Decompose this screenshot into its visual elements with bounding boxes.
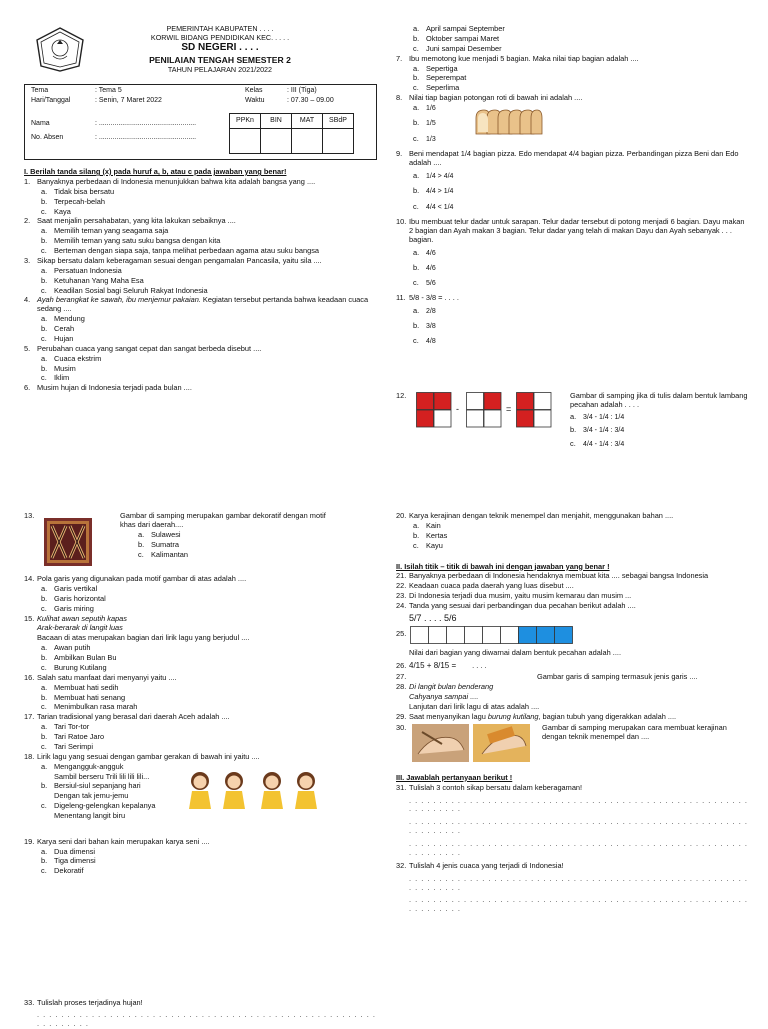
q8-a-text: 1/6 <box>426 105 436 112</box>
q17-number: 17. <box>24 712 35 722</box>
q5-b-text: Musim <box>54 363 76 373</box>
q15-option-b[interactable]: b. Ambilkan Bulan Bu <box>41 653 117 662</box>
question-24 <box>396 602 750 611</box>
q3-number: 3. <box>24 255 31 265</box>
q7-b-text: Seperempat <box>426 73 467 83</box>
absen-field[interactable]: : .................................................. <box>95 134 197 142</box>
question-15 <box>24 615 376 624</box>
q7-option-c[interactable]: c. Seperlima <box>413 83 460 93</box>
q17-c-text: Tari Serimpi <box>54 741 94 751</box>
q32-answer-line-1[interactable]: . . . . . . . . . . . . . . . . . . . . . . . . . . . . . . . . . . . . . . . . . . . . . . . . . . . . . . . . . . . . . . . . . <box>409 873 748 892</box>
q17-option-c[interactable]: c. Tari Serimpi <box>41 741 94 751</box>
question-4 <box>24 296 376 314</box>
subject-mat: MAT <box>292 114 323 129</box>
q13-b-text: Sumatra <box>151 539 179 549</box>
score-cell-sbdp[interactable] <box>323 129 354 154</box>
q20-number: 20. <box>396 511 407 520</box>
q10-number: 10. <box>396 216 407 226</box>
right-column-bottom <box>396 512 750 914</box>
question-33 <box>24 999 376 1008</box>
q6-option-c[interactable]: c. Juni sampai Desember <box>413 43 502 53</box>
q1-c-text: Kaya <box>54 206 71 216</box>
q20-a-text: Kain <box>426 520 441 530</box>
q10-option-b[interactable]: b. 4/6 <box>413 262 436 272</box>
question-23 <box>396 592 750 601</box>
q18-b-line2: Dengan tak jemu-jemu <box>54 791 129 801</box>
q31-answer-line-2[interactable]: . . . . . . . . . . . . . . . . . . . . . . . . . . . . . . . . . . . . . . . . . . . . . . . . . . . . . . . . . . . . . . . . . <box>409 817 748 836</box>
q4-option-a[interactable]: a. Mendung <box>41 314 85 324</box>
q4-b-text: Cerah <box>54 324 75 333</box>
q1-option-a[interactable]: a. Tidak bisa bersatu <box>41 186 115 196</box>
q14-number: 14. <box>24 574 35 583</box>
q27-number: 27. <box>396 672 407 682</box>
header-school: SD NEGERI . . . . <box>181 42 259 53</box>
q12-option-a[interactable]: a. 3/4 - 1/4 : 1/4 <box>570 411 625 421</box>
q7-a-text: Sepertiga <box>426 63 458 73</box>
q13-text: Gambar di samping merupakan gambar dekoratif dengan motif khas dari daerah.... <box>120 511 326 529</box>
q8-b-text: 1/5 <box>426 120 436 128</box>
q19-c-text: Dekoratif <box>54 866 84 876</box>
question-10 <box>396 218 750 245</box>
q16-a-text: Membuat hati sedih <box>54 682 119 692</box>
q1-number: 1. <box>24 176 31 186</box>
question-19 <box>24 838 376 847</box>
school-logo <box>33 26 87 72</box>
question-31 <box>396 784 750 793</box>
fraction-square-1 <box>416 392 452 431</box>
q16-c-text: Menimbulkan rasa marah <box>54 702 138 712</box>
q13-number: 13. <box>24 511 35 520</box>
q18-option-a[interactable]: a. Mengangguk-angguk <box>41 761 124 771</box>
q9-a-text: 1/4 > 4/4 <box>426 172 454 180</box>
question-1 <box>24 178 376 187</box>
kelas-value: : III (Tiga) <box>287 87 317 94</box>
q11-option-b[interactable]: b. 3/8 <box>413 320 436 330</box>
q24-text: Tanda yang sesuai dari perbandingan dua pecahan berikut adalah .... <box>409 601 636 610</box>
q12-b-text: 3/4 - 1/4 : 3/4 <box>583 427 625 435</box>
q6-c-text: Juni sampai Desember <box>426 43 502 53</box>
question-2 <box>24 217 376 226</box>
section-3-title: III. Jawablah pertanyaan berikut ! <box>396 772 513 782</box>
girls-dancing-image <box>184 767 324 811</box>
question-18 <box>24 753 376 762</box>
q4-italic-text: Ayah berangkat ke sawah, ibu menjemur pakaian. <box>37 295 201 305</box>
q18-a-line1: Mengangguk-angguk <box>54 761 124 771</box>
q18-option-b[interactable]: b. Bersiul-siul sepanjang hari <box>41 781 141 791</box>
q3-option-c[interactable]: c. Keadilan Sosial bagi Seluruh Rakyat Indonesia <box>41 285 208 295</box>
nama-field[interactable]: : .................................................. <box>95 120 197 127</box>
q15-lyric-1: Kulihat awan seputih kapas <box>37 613 127 623</box>
question-3 <box>24 257 376 266</box>
right-column-top <box>396 24 750 347</box>
q9-option-b[interactable]: b. 4/4 > 1/4 <box>413 186 454 196</box>
q4-option-c[interactable]: c. Hujan <box>41 333 74 343</box>
q16-b-text: Membuat hati senang <box>54 692 126 702</box>
q31-answer-line-3[interactable]: . . . . . . . . . . . . . . . . . . . . . . . . . . . . . . . . . . . . . . . . . . . . . . . . . . . . . . . . . . . . . . . . . <box>409 839 748 857</box>
bread-loaf-image <box>474 106 544 136</box>
question-6 <box>24 384 376 393</box>
q13-a-text: Sulawesi <box>151 529 181 539</box>
q20-option-b[interactable]: b. Kertas <box>413 530 448 540</box>
q1-b-text: Terpecah-belah <box>54 196 105 206</box>
question-8 <box>396 94 750 103</box>
q33-answer-line-1[interactable]: . . . . . . . . . . . . . . . . . . . . . . . . . . . . . . . . . . . . . . . . . . . . . . . . . . . . . . . . . . . . . . . . . <box>37 1009 376 1028</box>
q15-a-text: Awan putih <box>54 643 91 653</box>
q9-text: Beni mendapat 1/4 bagian pizza. Edo mendapat 4/4 bagian pizza. Perbandingan pizza Beni dan Edo adalah .... <box>409 149 739 167</box>
q6-number: 6. <box>24 383 31 393</box>
q12-option-c[interactable]: c. 4/4 - 1/4 : 3/4 <box>570 438 625 448</box>
q30-text: Gambar di samping merupakan cara membuat kerajinan dengan teknik menempel dan .... <box>542 722 727 741</box>
q5-option-a[interactable]: a. Cuaca ekstrim <box>41 353 102 363</box>
q18-text: Lirik lagu yang sesuai dengan gambar gerakan di bawah ini yaitu .... <box>37 751 260 761</box>
q3-b-text: Ketuhanan Yang Maha Esa <box>54 275 144 285</box>
header-year: TAHUN PELAJARAN 2021/2022 <box>167 65 273 75</box>
q7-c-text: Seperlima <box>426 83 460 93</box>
q5-option-c[interactable]: c. Iklim <box>41 373 70 383</box>
header-exam: PENILAIAN TENGAH SEMESTER 2 <box>149 54 291 65</box>
q6-text: Musim hujan di Indonesia terjadi pada bulan .... <box>37 383 192 393</box>
q9-option-a[interactable]: a. 1/4 > 4/4 <box>413 170 454 180</box>
q5-text: Perubahan cuaca yang sangat cepat dan sangat berbeda disebut .... <box>37 343 262 353</box>
q15-text: Bacaan di atas merupakan bagian dari lirik lagu yang berjudul .... <box>37 633 250 643</box>
waktu-value: : 07.30 – 09.00 <box>287 97 334 105</box>
q14-option-b[interactable]: b. Garis horizontal <box>41 593 106 603</box>
q24-number: 24. <box>396 601 407 610</box>
q13-option-b[interactable]: b. Sumatra <box>138 539 179 549</box>
q23-number: 23. <box>396 591 407 601</box>
q8-option-a[interactable]: a. 1/6 <box>413 103 436 112</box>
question-27 <box>396 673 750 682</box>
q20-text: Karya kerajinan dengan teknik menempel dan menjahit, menggunakan bahan .... <box>409 511 674 520</box>
q14-option-a[interactable]: a. Garis vertikal <box>41 583 98 593</box>
q2-b-text: Memilih teman yang satu suku bangsa dengan kita <box>54 236 221 246</box>
nama-label: Nama <box>31 120 50 127</box>
q13-option-a[interactable]: a. Sulawesi <box>138 529 181 539</box>
q19-number: 19. <box>24 836 35 846</box>
q19-a-text: Dua dimensi <box>54 846 96 856</box>
q6-option-b[interactable]: b. Oktober sampai Maret <box>413 33 500 43</box>
q7-number: 7. <box>396 53 403 63</box>
q15-c-text: Burung Kutilang <box>54 662 107 672</box>
q7-text: Ibu memotong kue menjadi 5 bagian. Maka nilai tiap bagian adalah .... <box>409 53 639 63</box>
question-16 <box>24 674 376 683</box>
q21-number: 21. <box>396 571 407 581</box>
q14-c-text: Garis miring <box>54 603 94 613</box>
question-17 <box>24 713 376 722</box>
question-5 <box>24 345 376 354</box>
craft-technique-image <box>412 724 530 762</box>
tema-value: : Tema 5 <box>95 87 122 94</box>
question-33-block <box>24 998 376 1029</box>
q2-option-b[interactable]: b. Memilih teman yang satu suku bangsa dengan kita <box>41 236 221 246</box>
q5-option-b[interactable]: b. Musim <box>41 363 76 373</box>
q32-number: 32. <box>396 860 407 870</box>
q22-text: Keadaan cuaca pada daerah yang luas disebut .... <box>409 581 574 591</box>
q4-c-text: Hujan <box>54 333 74 343</box>
question-26 <box>396 661 750 671</box>
q20-c-text: Kayu <box>426 540 443 550</box>
q15-option-c[interactable]: c. Burung Kutilang <box>41 662 107 672</box>
score-table <box>229 113 354 154</box>
q29-text-post: , bagian tubuh yang digerakkan adalah .... <box>538 711 677 721</box>
q11-option-c[interactable]: c. 4/8 <box>413 336 436 346</box>
hari-label: Hari/Tanggal <box>31 97 71 105</box>
q8-text: Nilai tiap bagian potongan roti di bawah ini adalah .... <box>409 93 583 103</box>
subject-sbdp: SBdP <box>323 114 354 129</box>
q6-b-text: Oktober sampai Maret <box>426 33 500 43</box>
q8-option-c[interactable]: c. 1/3 <box>413 133 436 143</box>
q11-c-text: 4/8 <box>426 338 436 346</box>
q16-option-b[interactable]: b. Membuat hati senang <box>41 692 126 702</box>
score-cell-mat[interactable] <box>292 129 323 154</box>
q26-text: 4/15 + 8/15 = <box>409 660 457 670</box>
q17-a-text: Tari Tor-tor <box>54 722 90 732</box>
q8-number: 8. <box>396 93 403 103</box>
header-government: PEMERINTAH KABUPATEN . . . . <box>166 24 274 33</box>
q3-option-a[interactable]: a. Persatuan Indonesia <box>41 265 122 275</box>
question-22 <box>396 582 750 591</box>
score-cell-bin[interactable] <box>261 129 292 154</box>
q16-number: 16. <box>24 672 35 682</box>
q12-c-text: 4/4 - 1/4 : 3/4 <box>583 440 625 448</box>
question-20 <box>396 512 750 521</box>
q28-number: 28. <box>396 682 407 692</box>
q19-option-c[interactable]: c. Dekoratif <box>41 866 84 876</box>
q32-text: Tulislah 4 jenis cuaca yang terjadi di Indonesia! <box>409 860 564 870</box>
q18-a-line2: Sambil berseru Trili lili lili lili... <box>54 771 150 781</box>
q6-a-text: April sampai September <box>426 24 505 33</box>
q10-c-text: 5/6 <box>426 280 436 288</box>
q19-text: Karya seni dari bahan kain merupakan karya seni .... <box>37 836 210 846</box>
q14-a-text: Garis vertikal <box>54 583 98 593</box>
q29-text-italic: burung kutilang <box>487 711 539 721</box>
q15-lyric-2: Arak-berarak di langit luas <box>37 623 123 633</box>
q31-text: Tulislah 3 contoh sikap bersatu dalam keberagaman! <box>409 782 583 792</box>
q3-c-text: Keadilan Sosial bagi Seluruh Rakyat Indonesia <box>54 285 208 295</box>
question-11 <box>396 294 750 303</box>
q15-b-text: Ambilkan Bulan Bu <box>54 653 117 662</box>
q17-option-a[interactable]: a. Tari Tor-tor <box>41 722 90 732</box>
q1-option-b[interactable]: b. Terpecah-belah <box>41 196 105 206</box>
q33-text: Tulislah proses terjadinya hujan! <box>37 998 143 1007</box>
q15-number: 15. <box>24 613 35 623</box>
q3-option-b[interactable]: b. Ketuhanan Yang Maha Esa <box>41 275 144 285</box>
left-column-top <box>24 168 376 393</box>
q10-option-c[interactable]: c. 5/6 <box>413 278 436 288</box>
dayak-motif-image <box>44 518 92 566</box>
q11-option-a[interactable]: a. 2/8 <box>413 305 436 315</box>
q9-c-text: 4/4 < 1/4 <box>426 203 454 211</box>
q12-text: Gambar di samping jika di tulis dalam bentuk lambang pecahan adalah . . . . <box>570 391 748 409</box>
subject-ppkn: PPKn <box>230 114 261 129</box>
tema-label: Tema <box>31 87 49 94</box>
q28-lyric-2: Cahyanya sampai .... <box>409 692 479 702</box>
q16-option-a[interactable]: a. Membuat hati sedih <box>41 682 119 692</box>
q11-b-text: 3/8 <box>426 322 436 330</box>
q25-number: 25. <box>396 628 407 638</box>
q1-text: Banyaknya perbedaan di Indonesia menunjukkan bahwa kita adalah bangsa yang .... <box>37 176 316 186</box>
q6-option-a[interactable]: a. April sampai September <box>413 24 505 33</box>
q7-option-a[interactable]: a. Sepertiga <box>413 63 458 73</box>
question-14 <box>24 575 376 584</box>
absen-label: No. Absen <box>31 134 64 142</box>
q20-option-a[interactable]: a. Kain <box>413 520 441 530</box>
header-korwil: KORWIL BIDANG PENDIDIKAN KEC. . . . . <box>150 33 290 42</box>
q3-text: Sikap bersatu dalam keberagaman sesuai dengan pengamalan Pancasila, yaitu sila .... <box>37 255 322 265</box>
q2-text: Saat menjalin persahabatan, yang kita lakukan sebaiknya .... <box>37 216 236 226</box>
q19-option-a[interactable]: a. Dua dimensi <box>41 846 96 856</box>
q4-number: 4. <box>24 295 31 305</box>
q9-option-c[interactable]: c. 4/4 < 1/4 <box>413 201 454 211</box>
q31-number: 31. <box>396 782 407 792</box>
q11-text: 5/8 - 3/8 = . . . . <box>409 292 459 302</box>
section-2-title: II. Isilah titik – titik di bawah ini dengan jawaban yang benar ! <box>396 561 610 571</box>
question-9 <box>396 150 750 168</box>
q2-a-text: Memilih teman yang seagama saja <box>54 226 169 236</box>
q31-answer-line-1[interactable]: . . . . . . . . . . . . . . . . . . . . . . . . . . . . . . . . . . . . . . . . . . . . . . . . . . . . . . . . . . . . . . . . . <box>409 795 748 814</box>
question-12 <box>396 392 750 462</box>
q18-number: 18. <box>24 751 35 761</box>
q19-b-text: Tiga dimensi <box>54 856 96 866</box>
q26-number: 26. <box>396 660 407 670</box>
q5-c-text: Iklim <box>54 373 70 383</box>
q26-answer-dots[interactable]: . . . . <box>472 660 487 670</box>
kelas-label: Kelas <box>245 87 263 94</box>
q25-text: Nilai dari bagian yang diwarnai dalam bentuk pecahan adalah .... <box>409 647 622 657</box>
q18-c-line1: Digeleng-gelengkan kepalanya <box>54 801 156 811</box>
q1-a-text: Tidak bisa bersatu <box>54 186 115 196</box>
q17-text: Tarian tradisional yang berasal dari daerah Aceh adalah .... <box>37 712 230 722</box>
equals-sign: = <box>506 404 512 414</box>
question-32 <box>396 862 750 871</box>
q14-text: Pola garis yang digunakan pada motif gambar di atas adalah .... <box>37 574 247 583</box>
q28-text: Lanjutan dari lirik lagu di atas adalah .... <box>409 702 540 712</box>
question-29 <box>396 713 750 722</box>
q16-text: Salah satu manfaat dari menyanyi yaitu .... <box>37 672 177 682</box>
question-21 <box>396 572 750 581</box>
q10-b-text: 4/6 <box>426 264 436 272</box>
q28-lyric-1: Di langit bulan benderang <box>409 682 494 692</box>
q18-c-line2: Menentang langit biru <box>54 811 126 820</box>
q11-number: 11. <box>396 292 406 302</box>
q20-b-text: Kertas <box>426 530 448 540</box>
q33-number: 33. <box>24 998 35 1007</box>
q13-option-c[interactable]: c. Kalimantan <box>138 549 188 559</box>
q4-a-text: Mendung <box>54 314 85 324</box>
q18-option-c[interactable]: c. Digeleng-gelengkan kepalanya <box>41 801 156 811</box>
hari-value: : Senin, 7 Maret 2022 <box>95 97 162 105</box>
q14-b-text: Garis horizontal <box>54 593 106 603</box>
question-7 <box>396 55 750 64</box>
q10-a-text: 4/6 <box>426 249 436 257</box>
q14-option-c[interactable]: c. Garis miring <box>41 603 94 613</box>
q2-c-text: Berteman dengan siapa saja, tanpa melihat perbedaan agama atau suku bangsa <box>54 246 320 255</box>
q17-b-text: Tari Ratoe Jaro <box>54 732 105 741</box>
q19-option-b[interactable]: b. Tiga dimensi <box>41 856 96 866</box>
section-1-title: I. Berilah tanda silang (x) pada huruf a, b, atau c pada jawaban yang benar! <box>24 167 287 176</box>
q27-text: Gambar garis di samping termasuk jenis garis .... <box>537 672 698 682</box>
q2-number: 2. <box>24 216 31 226</box>
fraction-bar <box>410 626 574 647</box>
q12-number: 12. <box>396 391 407 400</box>
q7-option-b[interactable]: b. Seperempat <box>413 73 467 83</box>
q3-a-text: Persatuan Indonesia <box>54 265 122 275</box>
q2-option-a[interactable]: a. Memilih teman yang seagama saja <box>41 226 169 236</box>
q1-option-c[interactable]: c. Kaya <box>41 206 71 216</box>
q5-a-text: Cuaca ekstrim <box>54 353 102 363</box>
q20-option-c[interactable]: c. Kayu <box>413 540 443 550</box>
q22-number: 22. <box>396 581 407 591</box>
q12-a-text: 3/4 - 1/4 : 1/4 <box>583 413 625 421</box>
student-info-box <box>24 84 377 160</box>
q30-number: 30. <box>396 722 407 732</box>
subject-bin: BIN <box>261 114 292 129</box>
q18-b-line1: Bersiul-siul sepanjang hari <box>54 781 141 791</box>
fraction-square-2 <box>466 392 502 431</box>
q13-c-text: Kalimantan <box>151 549 188 559</box>
q12-option-b[interactable]: b. 3/4 - 1/4 : 3/4 <box>570 425 625 435</box>
score-cell-ppkn[interactable] <box>230 129 261 154</box>
q16-option-c[interactable]: c. Menimbulkan rasa marah <box>41 702 138 712</box>
q10-option-a[interactable]: a. 4/6 <box>413 247 436 257</box>
q17-option-b[interactable]: b. Tari Ratoe Jaro <box>41 732 105 741</box>
q10-text: Ibu membuat telur dadar untuk sarapan. Telur dadar tersebut di potong menjadi 6 bagian. Dayu makan 2 bagian dan Ayah makan 3 bagian. Telur dadar yang telah di makan Dayu dan Ayah sebanyak . . . bagian. <box>409 216 745 244</box>
q4-option-b[interactable]: b. Cerah <box>41 324 75 333</box>
left-column-bottom <box>24 512 376 876</box>
minus-sign: - <box>456 404 459 414</box>
q5-number: 5. <box>24 343 31 353</box>
fraction-square-3 <box>516 392 552 431</box>
q4-text: Kegiatan tersebut pertanda bahwa keadaan cuaca sedang .... <box>37 295 369 314</box>
q32-answer-line-2[interactable]: . . . . . . . . . . . . . . . . . . . . . . . . . . . . . . . . . . . . . . . . . . . . . . . . . . . . . . . . . . . . . . . . . <box>409 895 748 914</box>
q29-text-pre: Saat menyanyikan lagu <box>409 711 488 721</box>
waktu-label: Waktu <box>245 97 265 105</box>
q11-a-text: 2/8 <box>426 307 436 315</box>
question-28 <box>396 683 750 692</box>
document-header <box>100 24 340 74</box>
q8-option-b[interactable]: b. 1/5 <box>413 118 436 128</box>
q24-expression: 5/7 . . . . 5/6 <box>409 612 457 623</box>
q9-b-text: 4/4 > 1/4 <box>426 188 454 196</box>
q23-text: Di Indonesia terjadi dua musim, yaitu musim kemarau dan musim ... <box>409 591 632 601</box>
q21-text: Banyaknya perbedaan di Indonesia hendaknya membuat kita .... sebagai bangsa Indonesia <box>409 571 709 581</box>
q9-number: 9. <box>396 149 403 158</box>
q15-option-a[interactable]: a. Awan putih <box>41 643 91 653</box>
q2-option-c[interactable]: c. Berteman dengan siapa saja, tanpa melihat perbedaan agama atau suku bangsa <box>41 246 320 255</box>
q29-number: 29. <box>396 711 407 721</box>
q8-c-text: 1/3 <box>426 135 436 143</box>
